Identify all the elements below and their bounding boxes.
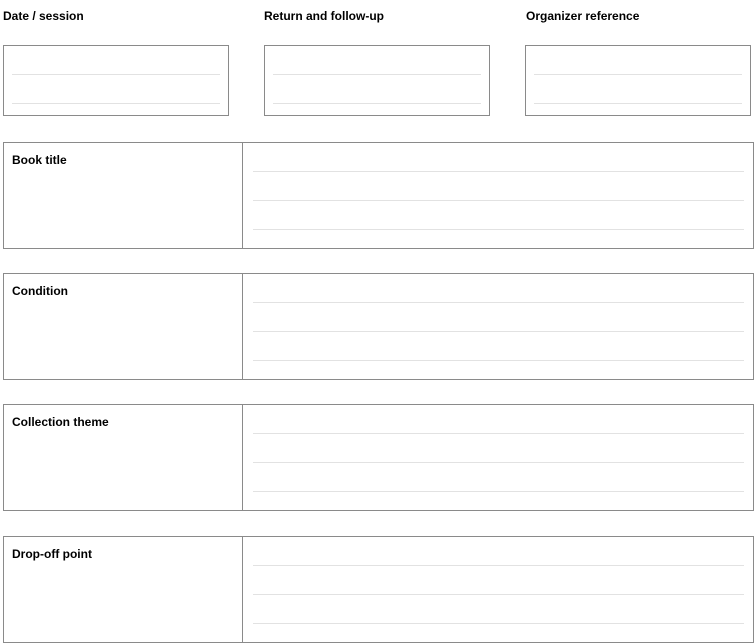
- writing-line: [253, 594, 744, 595]
- condition-field[interactable]: [244, 274, 753, 379]
- book-title-label: Book title: [12, 153, 67, 167]
- writing-line: [253, 360, 744, 361]
- writing-line: [253, 229, 744, 230]
- condition-label: Condition: [12, 284, 68, 298]
- collection-theme-field[interactable]: [244, 405, 753, 510]
- drop-off-point-field[interactable]: [244, 537, 753, 642]
- writing-line: [253, 462, 744, 463]
- date-session-field[interactable]: [3, 45, 229, 116]
- condition-row: [3, 273, 754, 380]
- organizer-reference-field[interactable]: [525, 45, 751, 116]
- writing-line: [12, 74, 220, 75]
- return-follow-up-label: Return and follow-up: [264, 9, 384, 23]
- writing-line: [253, 302, 744, 303]
- writing-line: [273, 74, 481, 75]
- organizer-reference-label: Organizer reference: [526, 9, 640, 23]
- book-title-label-cell: [4, 143, 243, 248]
- writing-line: [273, 103, 481, 104]
- writing-line: [253, 491, 744, 492]
- collection-theme-label: Collection theme: [12, 415, 109, 429]
- writing-line: [253, 565, 744, 566]
- writing-line: [253, 171, 744, 172]
- writing-line: [253, 331, 744, 332]
- return-follow-up-field[interactable]: [264, 45, 490, 116]
- collection-theme-label-cell: [4, 405, 243, 510]
- writing-line: [12, 103, 220, 104]
- drop-off-point-label: Drop-off point: [12, 547, 92, 561]
- writing-line: [253, 433, 744, 434]
- writing-line: [534, 103, 742, 104]
- writing-line: [253, 623, 744, 624]
- writing-line: [534, 74, 742, 75]
- drop-off-point-row: [3, 536, 754, 643]
- date-session-label: Date / session: [3, 9, 84, 23]
- condition-label-cell: [4, 274, 243, 379]
- drop-off-point-label-cell: [4, 537, 243, 642]
- collection-theme-row: [3, 404, 754, 511]
- writing-line: [253, 200, 744, 201]
- book-title-row: [3, 142, 754, 249]
- book-title-field[interactable]: [244, 143, 753, 248]
